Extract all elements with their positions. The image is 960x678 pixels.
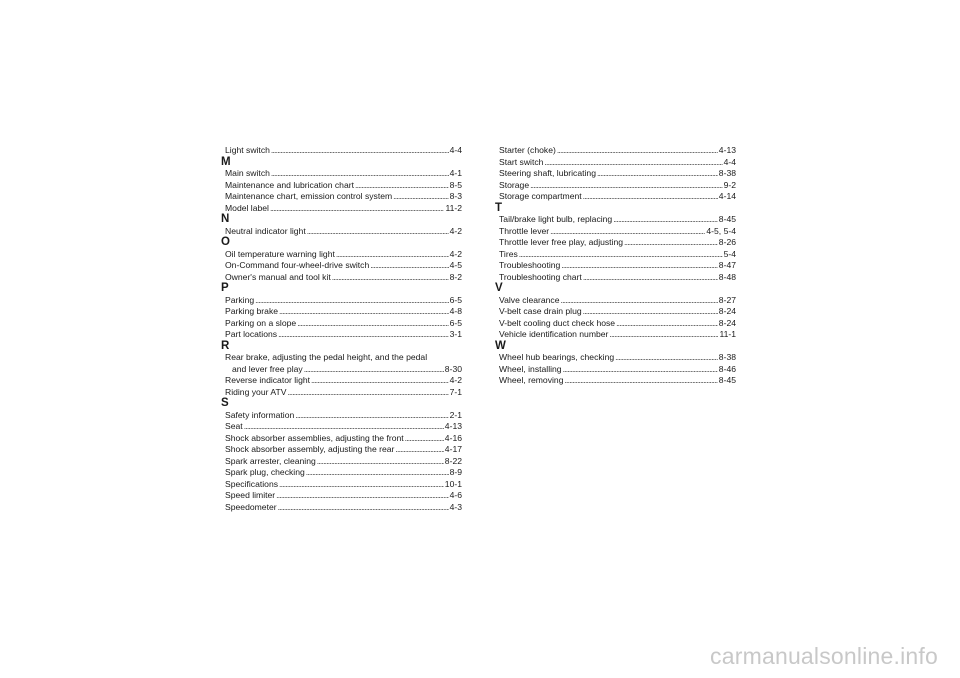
- index-entry-title: Parking brake: [225, 306, 279, 316]
- index-entry-page: 8-3: [449, 191, 462, 201]
- index-entry: [495, 295, 736, 307]
- index-entry-title: Tail/brake light bulb, replacing: [499, 214, 613, 224]
- dot-leader: [615, 352, 718, 364]
- index-entry: [221, 329, 462, 341]
- index-entry-title: Owner's manual and tool kit: [225, 271, 331, 282]
- index-entry: [221, 375, 462, 387]
- index-entry-page: 4-2: [449, 375, 462, 385]
- index-entry-page: 4-2: [449, 248, 462, 259]
- dot-leader: [295, 410, 448, 422]
- dot-leader: [271, 168, 449, 180]
- index-entry-page: 4-17: [444, 444, 462, 454]
- index-entry: [495, 272, 736, 284]
- index-entry-title: Start switch: [499, 156, 544, 167]
- index-entry-page: 4-16: [444, 432, 462, 443]
- index-entry: [221, 318, 462, 330]
- dot-leader: [255, 295, 448, 307]
- dot-leader: [544, 157, 722, 169]
- dot-leader: [370, 260, 448, 272]
- dot-leader: [550, 226, 705, 238]
- index-entry-page: 5-4: [723, 248, 736, 259]
- index-entry: [495, 306, 736, 318]
- index-entry: [221, 456, 462, 468]
- index-entry-title: Vehicle identification number: [499, 329, 609, 339]
- index-entry: [221, 433, 462, 445]
- index-entry: [495, 180, 736, 192]
- index-entry-title: Wheel, installing: [499, 363, 562, 374]
- dot-leader: [609, 329, 718, 341]
- index-entry-title: Oil temperature warning light: [225, 248, 335, 259]
- index-entry-page: 8-45: [718, 375, 736, 385]
- index-entry-page: 8-38: [718, 352, 736, 362]
- index-entry-page: 2-1: [449, 409, 462, 420]
- index-entry-title: Speedometer: [225, 501, 277, 512]
- index-entry-title: On-Command four-wheel-drive switch: [225, 260, 370, 270]
- index-entry-page: 3-1: [449, 329, 462, 339]
- index-entry-title: Reverse indicator light: [225, 375, 311, 385]
- index-entry-title: Wheel hub bearings, checking: [499, 352, 615, 362]
- index-entry-title: Maintenance chart, emission control system: [225, 191, 393, 201]
- index-entry: [495, 191, 736, 203]
- dot-leader: [597, 168, 718, 180]
- dot-leader: [393, 191, 448, 203]
- dot-leader: [561, 295, 718, 307]
- index-entry-title: V-belt case drain plug: [499, 306, 582, 316]
- dot-leader: [297, 318, 448, 330]
- dot-leader: [563, 364, 718, 376]
- index-entry: [221, 490, 462, 502]
- index-entry-page: 9-2: [723, 179, 736, 190]
- section-letter: S: [221, 397, 229, 409]
- section-letter: R: [221, 339, 230, 352]
- index-entry-title: Spark arrester, cleaning: [225, 455, 316, 466]
- dot-leader: [287, 387, 448, 399]
- index-entry-title: Part locations: [225, 329, 278, 339]
- index-entry-title: Spark plug, checking: [225, 467, 305, 477]
- index-entry-title: and lever free play: [232, 363, 303, 374]
- dot-leader: [530, 180, 722, 192]
- dot-leader: [564, 375, 717, 387]
- index-entry: [495, 352, 736, 364]
- index-entry: [221, 502, 462, 514]
- index-entry-page: 4-3: [449, 501, 462, 512]
- index-entry-title: Starter (choke): [499, 145, 556, 155]
- index-entry-page: 8-26: [718, 237, 736, 247]
- index-entry-page: 4-4: [723, 156, 736, 167]
- index-entry-page: 11-1: [719, 329, 736, 339]
- index-entry-page: 11-2: [445, 202, 462, 213]
- dot-leader: [332, 272, 449, 284]
- index-entry: [495, 249, 736, 261]
- index-entry-page: 4-2: [449, 225, 462, 236]
- section-letter: W: [495, 339, 506, 352]
- dot-leader: [583, 191, 718, 203]
- index-entry: [495, 168, 736, 180]
- index-entry: [495, 375, 736, 387]
- index-entry-page: 8-47: [718, 260, 736, 270]
- index-entry-title: Storage: [499, 179, 530, 190]
- index-entry-title: Riding your ATV: [225, 386, 287, 397]
- index-entry-page: 7-1: [449, 386, 462, 397]
- index-entry-title: Shock absorber assembly, adjusting the rear: [225, 444, 395, 454]
- index-entry-page: 8-24: [718, 306, 736, 316]
- index-entry-title: Valve clearance: [499, 294, 560, 305]
- index-entry-page: 8-5: [449, 179, 462, 190]
- dot-leader: [405, 433, 444, 445]
- index-entry-title: Tires: [499, 248, 518, 259]
- index-entry-title: Neutral indicator light: [225, 225, 306, 236]
- index-entry: [495, 318, 736, 330]
- index-entry: [221, 191, 462, 203]
- index-entry: [221, 226, 462, 238]
- index-entry: [221, 467, 462, 479]
- index-entry-title: Throttle lever free play, adjusting: [499, 237, 624, 247]
- index-column-left: [221, 145, 462, 513]
- index-entry: [221, 479, 462, 491]
- dot-leader: [395, 444, 443, 456]
- index-entry-page: 4-13: [444, 421, 462, 431]
- index-entry-title: Shock absorber assemblies, adjusting the front: [225, 432, 404, 443]
- index-entry-page: 4-8: [449, 306, 462, 316]
- index-entry-page: 8-2: [449, 271, 462, 282]
- index-entry-title: Seat: [225, 421, 243, 431]
- dot-leader: [616, 318, 718, 330]
- index-entry: [221, 387, 462, 399]
- index-entry-page: 8-30: [444, 363, 462, 374]
- index-entry: [221, 410, 462, 422]
- dot-leader: [306, 467, 449, 479]
- index-entry-title: Light switch: [225, 145, 270, 155]
- index-entry-title: Storage compartment: [499, 191, 582, 201]
- index-entry-page: 8-48: [718, 271, 736, 282]
- dot-leader: [279, 306, 449, 318]
- dot-leader: [278, 329, 449, 341]
- watermark: carmanualsonline.info: [710, 643, 938, 669]
- index-entry-page: 8-45: [718, 214, 736, 224]
- dot-leader: [279, 479, 444, 491]
- dot-leader: [307, 226, 449, 238]
- index-entry-page: 4-5, 5-4: [706, 225, 736, 236]
- index-entry: [495, 157, 736, 169]
- section-letter: P: [221, 282, 229, 294]
- index-entry: [495, 237, 736, 249]
- dot-leader: [317, 456, 444, 468]
- dot-leader: [304, 364, 444, 376]
- dot-leader: [271, 145, 449, 157]
- index-entry-title: V-belt cooling duct check hose: [499, 317, 616, 328]
- section-letter: M: [221, 155, 231, 168]
- dot-leader: [278, 502, 449, 514]
- index-entry: [221, 306, 462, 318]
- section-letter: N: [221, 213, 230, 225]
- index-entry-page: 4-6: [449, 490, 462, 500]
- dot-leader: [355, 180, 449, 192]
- dot-leader: [583, 306, 718, 318]
- dot-leader: [519, 249, 723, 261]
- index-entry: [221, 444, 462, 456]
- index-entry: [495, 329, 736, 341]
- dot-leader: [270, 203, 444, 215]
- index-entry-page: 8-27: [718, 294, 736, 305]
- dot-leader: [583, 272, 718, 284]
- index-entry: [221, 249, 462, 261]
- dot-leader: [244, 421, 444, 433]
- index-entry: [495, 214, 736, 226]
- index-entry-title: Speed limiter: [225, 490, 276, 500]
- index-entry-title: Troubleshooting chart: [499, 271, 582, 282]
- index-entry-page: 8-46: [718, 363, 736, 374]
- index-entry-title: Throttle lever: [499, 225, 550, 236]
- index-entry-page: 10-1: [444, 478, 462, 489]
- index-entry-page: 8-38: [718, 168, 736, 178]
- index-entry: [495, 364, 736, 376]
- index-entry: [221, 168, 462, 180]
- index-entry-page: 4-5: [449, 260, 462, 270]
- index-entry-page: 4-13: [718, 145, 736, 155]
- index-entry: [221, 421, 462, 433]
- index-entry-page: 8-22: [444, 455, 462, 466]
- index-entry-page: 6-5: [449, 317, 462, 328]
- dot-leader: [557, 145, 718, 157]
- section-letter: O: [221, 236, 230, 248]
- index-entry-page: 6-5: [449, 294, 462, 305]
- index-entry-title: Specifications: [225, 478, 279, 489]
- dot-leader: [561, 260, 717, 272]
- index-entry-title: Main switch: [225, 168, 270, 178]
- index-entry: [495, 260, 736, 272]
- index-entry: [221, 272, 462, 284]
- index-entry-title: Parking on a slope: [225, 317, 297, 328]
- index-entry-title: Model label: [225, 202, 269, 213]
- section-letter: V: [495, 282, 503, 294]
- index-entry-page: 8-9: [449, 467, 462, 477]
- index-entry: [221, 364, 462, 376]
- index-entry: [221, 180, 462, 192]
- index-entry-title: Troubleshooting: [499, 260, 561, 270]
- index-entry-page: 8-24: [718, 317, 736, 328]
- index-entry-page: 4-1: [449, 168, 462, 178]
- dot-leader: [311, 375, 449, 387]
- index-entry: [221, 260, 462, 272]
- index-entry-title: Parking: [225, 294, 255, 305]
- index-entry: [221, 145, 462, 157]
- dot-leader: [624, 237, 718, 249]
- index-entry: [495, 145, 736, 157]
- index-entry: [221, 203, 462, 215]
- section-letter: T: [495, 201, 503, 214]
- index-column-right: [495, 145, 736, 387]
- index-entry-title: Wheel, removing: [499, 375, 564, 385]
- dot-leader: [613, 214, 718, 226]
- index-entry-title: Maintenance and lubrication chart: [225, 179, 354, 190]
- index-entry: [495, 226, 736, 238]
- index-entry-line: Rear brake, adjusting the pedal height, and the pedal: [225, 352, 428, 362]
- index-entry-title: Safety information: [225, 409, 295, 420]
- dot-leader: [276, 490, 448, 502]
- dot-leader: [336, 249, 449, 261]
- index-entry: [221, 295, 462, 307]
- index-entry-title: Steering shaft, lubricating: [499, 168, 596, 178]
- index-entry-page: 4-4: [449, 145, 462, 155]
- index-entry-page: 4-14: [718, 191, 736, 201]
